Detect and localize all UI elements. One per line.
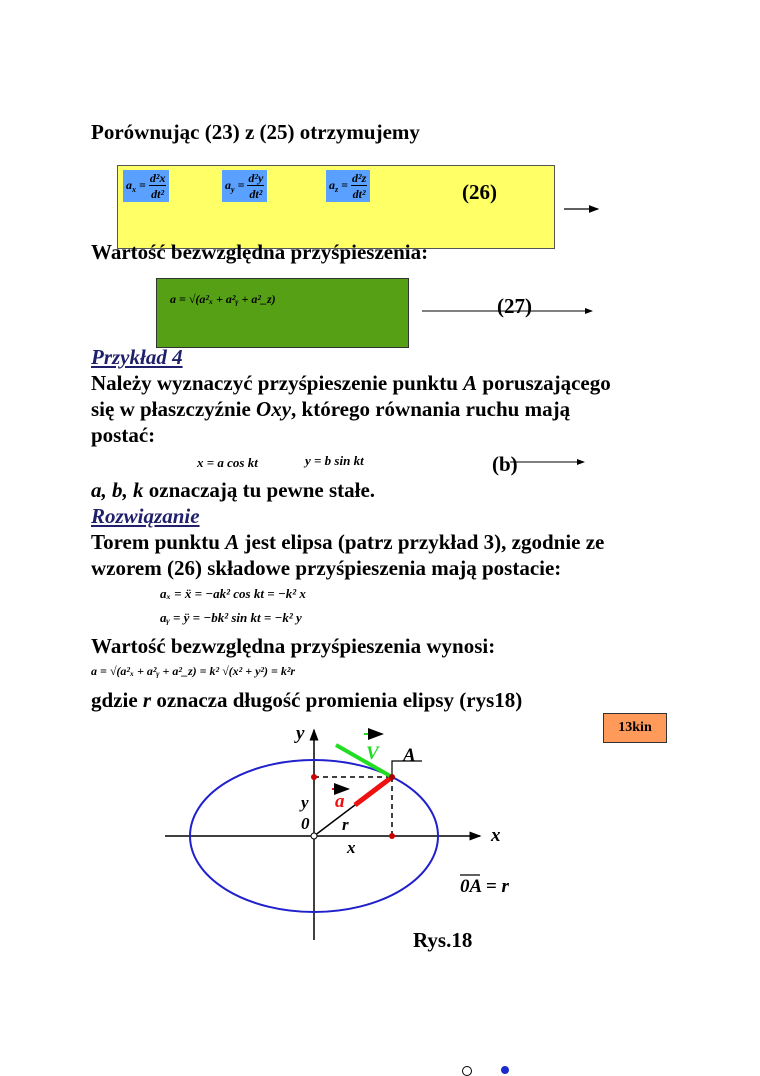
example-line-1: Należy wyznaczyć przyśpieszenie punktu A poruszającego (91, 371, 611, 395)
y-axis-label: y (296, 723, 305, 744)
formula-ax-solution: aₓ = ẍ = −ak² cos kt = −k² x (160, 586, 306, 601)
formula-ax: $a_x$ = $\frac{\text{d²x}}{\text{dt²}}$ (123, 170, 169, 202)
formula-ay: $a_y$ = $\frac{\text{d²y}}{\text{dt²}}$ (222, 170, 267, 202)
x-projection-dot (389, 833, 395, 839)
formula-ay-solution: aᵧ = ÿ = −bk² sin kt = −k² y (160, 610, 302, 625)
example-line-3: postać: (91, 423, 156, 447)
equation-27-tag: (27) (497, 294, 532, 318)
oa-equation: 0A = r (460, 876, 509, 897)
solution-line-1: Torem punktu A jest elipsa (patrz przykład 3), zgodnie ze (91, 530, 605, 554)
y-coord-label: y (301, 793, 309, 812)
radius-label: r (342, 815, 349, 834)
x-axis-label: x (491, 825, 501, 846)
velocity-vector (336, 745, 392, 777)
point-a-dot (389, 774, 395, 780)
intro-text: Porównując (23) z (25) otrzymujemy (91, 120, 420, 144)
constants-line: a, b, k oznaczają tu pewne stałe. (91, 478, 376, 502)
figure-caption: Rys.18 (413, 928, 473, 952)
slide-badge: 13kin (603, 713, 667, 743)
equation-b-tag: (b) (492, 452, 518, 476)
origin-dot (311, 833, 317, 839)
solution-title: Rozwiązanie (91, 504, 200, 528)
abs-heading: Wartość bezwzględna przyśpieszenia: (91, 240, 429, 264)
velocity-label: V (366, 743, 379, 764)
radius-line: gdzie r oznacza długość promienia elipsy (rys18) (91, 688, 523, 712)
abs-value-line: Wartość bezwzględna przyśpieszenia wynosi: (91, 634, 496, 658)
origin-label: 0 (301, 814, 310, 833)
x-coord-label: x (347, 838, 356, 857)
acceleration-vector (355, 777, 392, 805)
acceleration-label: a (335, 791, 345, 812)
motion-eq-x: x = a cos kt (197, 455, 258, 470)
page-dot-active[interactable] (501, 1066, 509, 1074)
example-line-2: się w płaszczyźnie Oxy, którego równania ruchu mają (91, 397, 571, 421)
motion-eq-y: y = b sin kt (305, 453, 364, 468)
formula-27: a = √(a²ₓ + a²ᵧ + a²_z) (170, 292, 276, 306)
formula-az: $a_z$ = $\frac{\text{d²z}}{\text{dt²}}$ (326, 170, 370, 202)
example-title: Przykład 4 (91, 345, 183, 369)
solution-line-2: wzorem (26) składowe przyśpieszenia mają postacie: (91, 556, 562, 580)
formula-abs-value: a = √(a²ₓ + a²ᵧ + a²_z) = k² √(x² + y²) = k²r (91, 664, 296, 678)
equation-26-tag: (26) (462, 180, 497, 204)
ellipse-figure (150, 715, 530, 955)
y-projection-dot (311, 774, 317, 780)
point-a-label: A (403, 745, 416, 766)
